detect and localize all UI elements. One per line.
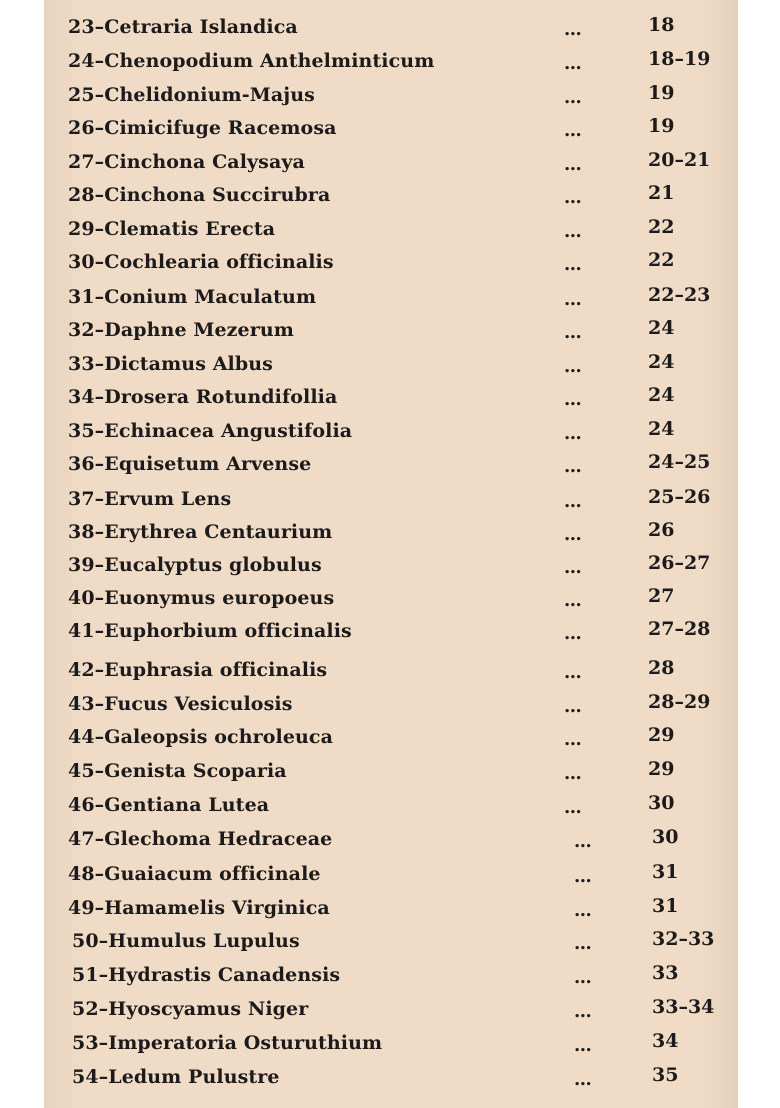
page-number: 33 (652, 962, 679, 984)
index-row (44, 889, 738, 923)
entry-name: 27–Cinchona Calysaya (68, 151, 305, 173)
entry-name: 42–Euphrasia officinalis (68, 659, 328, 681)
index-row (44, 855, 738, 889)
entry-name: 46–Gentiana Lutea (68, 794, 270, 816)
index-row (44, 8, 738, 42)
index-row (44, 546, 738, 580)
entry-name: 24–Chenopodium Anthelminticum (68, 50, 435, 72)
page-number: 35 (652, 1064, 679, 1086)
leader-dots: ... (564, 590, 582, 611)
index-row (44, 513, 738, 547)
page-number: 29 (648, 724, 675, 746)
entry-name: 34–Drosera Rotundifollia (68, 386, 338, 408)
page-number: 19 (648, 82, 675, 104)
entry-name: 41–Euphorbium officinalis (68, 620, 352, 642)
leader-dots: ... (574, 866, 592, 887)
leader-dots: ... (564, 797, 582, 818)
index-row (44, 990, 738, 1024)
page-number: 19 (648, 115, 675, 137)
leader-dots: ... (574, 831, 592, 852)
index-row (44, 956, 738, 990)
entry-name: 50–Humulus Lupulus (72, 930, 300, 952)
leader-dots: ... (564, 356, 582, 377)
entry-name: 28–Cinchona Succirubra (68, 184, 331, 206)
leader-dots: ... (574, 1035, 592, 1056)
page-number: 26 (648, 519, 675, 541)
page-number: 27–28 (648, 618, 711, 640)
leader-dots: ... (564, 120, 582, 141)
entry-name: 32–Daphne Mezerum (68, 319, 294, 341)
entry-name: 25–Chelidonium-Majus (68, 84, 315, 106)
leader-dots: ... (564, 623, 582, 644)
leader-dots: ... (574, 900, 592, 921)
page-number: 31 (652, 861, 679, 883)
page-number: 22–23 (648, 284, 711, 306)
entry-name: 35–Echinacea Angustifolia (68, 420, 353, 442)
index-row (44, 345, 738, 379)
index-row (44, 378, 738, 412)
entry-name: 40–Euonymus europoeus (68, 587, 335, 609)
entry-name: 38–Erythrea Centaurium (68, 521, 333, 543)
page-number: 18 (648, 14, 675, 36)
page-number: 33–34 (652, 996, 715, 1018)
index-row (44, 685, 738, 719)
entry-name: 39–Eucalyptus globulus (68, 554, 322, 576)
entry-name: 51–Hydrastis Canadensis (72, 964, 341, 986)
index-row (44, 311, 738, 345)
index-row (44, 42, 738, 76)
leader-dots: ... (574, 967, 592, 988)
page-number: 27 (648, 585, 675, 607)
entry-name: 33–Dictamus Albus (68, 353, 273, 375)
leader-dots: ... (564, 389, 582, 410)
index-row (44, 278, 738, 312)
index-row (44, 1024, 738, 1058)
leader-dots: ... (564, 662, 582, 683)
leader-dots: ... (564, 557, 582, 578)
entry-name: 47–Glechoma Hedraceae (68, 828, 333, 850)
entry-name: 31–Conium Maculatum (68, 286, 317, 308)
entry-name: 36–Equisetum Arvense (68, 453, 312, 475)
leader-dots: ... (564, 696, 582, 717)
page-number: 28–29 (648, 691, 711, 713)
page-number: 18–19 (648, 48, 711, 70)
leader-dots: ... (564, 491, 582, 512)
entry-name: 54–Ledum Pulustre (72, 1066, 280, 1088)
page-number: 20–21 (648, 149, 711, 171)
index-row (44, 243, 738, 277)
page-number: 21 (648, 182, 675, 204)
page-number: 24 (648, 317, 675, 339)
leader-dots: ... (564, 289, 582, 310)
page-number: 24–25 (648, 451, 711, 473)
index-row (44, 412, 738, 446)
entry-name: 26–Cimicifuge Racemosa (68, 117, 337, 139)
index-row (44, 76, 738, 110)
index-row (44, 718, 738, 752)
leader-dots: ... (564, 154, 582, 175)
index-row (44, 651, 738, 685)
index-row (44, 143, 738, 177)
entry-name: 53–Imperatoria Osturuthium (72, 1032, 383, 1054)
leader-dots: ... (564, 763, 582, 784)
entry-name: 37–Ervum Lens (68, 488, 232, 510)
index-row (44, 480, 738, 514)
leader-dots: ... (564, 87, 582, 108)
entry-name: 23–Cetraria Islandica (68, 16, 298, 38)
index-row (44, 786, 738, 820)
leader-dots: ... (564, 322, 582, 343)
entry-name: 45–Genista Scoparia (68, 760, 287, 782)
page-number: 22 (648, 249, 675, 271)
entry-name: 49–Hamamelis Virginica (68, 897, 330, 919)
page-number: 25–26 (648, 486, 711, 508)
page-number: 28 (648, 657, 675, 679)
leader-dots: ... (574, 1001, 592, 1022)
leader-dots: ... (564, 53, 582, 74)
page-number: 31 (652, 895, 679, 917)
page-number: 24 (648, 418, 675, 440)
index-row (44, 109, 738, 143)
index-row (44, 210, 738, 244)
index-row (44, 1058, 738, 1092)
index-row (44, 922, 738, 956)
book-page (44, 0, 738, 1108)
leader-dots: ... (564, 524, 582, 545)
index-row (44, 579, 738, 613)
leader-dots: ... (564, 254, 582, 275)
entry-name: 30–Cochlearia officinalis (68, 251, 334, 273)
index-row (44, 445, 738, 479)
page-number: 22 (648, 216, 675, 238)
entry-name: 52–Hyoscyamus Niger (72, 998, 309, 1020)
page-number: 24 (648, 351, 675, 373)
page-number: 29 (648, 758, 675, 780)
leader-dots: ... (574, 1069, 592, 1090)
leader-dots: ... (564, 423, 582, 444)
entry-name: 29–Clematis Erecta (68, 218, 276, 240)
index-row (44, 612, 738, 646)
entry-name: 44–Galeopsis ochroleuca (68, 726, 334, 748)
leader-dots: ... (564, 729, 582, 750)
index-row (44, 176, 738, 210)
leader-dots: ... (564, 19, 582, 40)
leader-dots: ... (564, 221, 582, 242)
leader-dots: ... (564, 187, 582, 208)
page-number: 30 (648, 792, 675, 814)
page-number: 34 (652, 1030, 679, 1052)
leader-dots: ... (574, 933, 592, 954)
page-number: 26–27 (648, 552, 711, 574)
index-row (44, 752, 738, 786)
index-row (44, 820, 738, 854)
leader-dots: ... (564, 456, 582, 477)
page-number: 24 (648, 384, 675, 406)
entry-name: 48–Guaiacum officinale (68, 863, 321, 885)
page-number: 30 (652, 826, 679, 848)
page-number: 32–33 (652, 928, 715, 950)
entry-name: 43–Fucus Vesiculosis (68, 693, 293, 715)
